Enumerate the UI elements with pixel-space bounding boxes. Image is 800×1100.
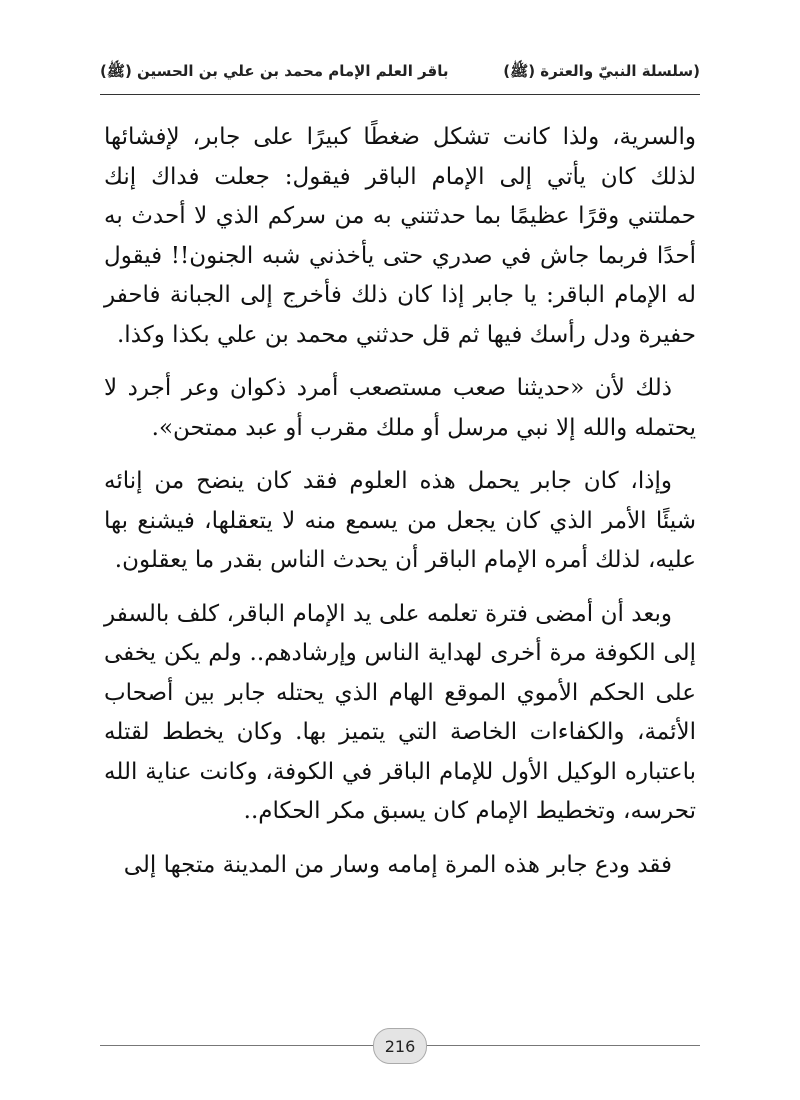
running-header bbox=[100, 58, 700, 88]
paragraph-4: وبعد أن أمضى فترة تعلمه على يد الإمام الباقر، كلف بالسفر إلى الكوفة مرة أخرى لهداية الناس وإرشادهم.. ولم يكن يخفى على الحكم الأموي الموقع الهام الذي يحتله جابر بين أصحاب الأئمة، والكفاءات الخاصة التي يتميز بها. وكان يخطط لقتله باعتباره الوكيل الأول للإمام الباقر في الكوفة، وكانت عناية الله تحرسه، وتخطيط الإمام كان يسبق مكر الحكام.. bbox=[104, 600, 696, 824]
page-footer bbox=[100, 1028, 700, 1064]
paragraph-1: والسرية، ولذا كانت تشكل ضغطًا كبيرًا على جابر، لإفشائها لذلك كان يأتي إلى الإمام الباقر فيقول: جعلت فداك إنك حملتني وقرًا عظيمًا بما حدثتني به من سركم الذي لا أحدث به أحدًا فربما جاش في صدري حتى يأخذني شبه الجنون!! فيقول له الإمام الباقر: يا جابر إذا كان ذلك فأخرج إلى الجبانة فاحفر حفيرة ودل رأسك فيها ثم قل حدثني محمد بن علي بكذا وكذا. bbox=[104, 124, 696, 348]
paragraph-2: ذلك لأن «حديثنا صعب مستصعب أمرد ذكوان وعر أجرد لا يحتمله والله إلا نبي مرسل أو ملك مقرب أو عبد ممتحن». bbox=[104, 375, 696, 441]
book-title: باقر العلم الإمام محمد بن علي بن الحسين (ﷺ) bbox=[100, 62, 449, 80]
paragraph-5: فقد ودع جابر هذه المرة إمامه وسار من المدينة متجها إلى bbox=[123, 851, 672, 878]
page-number-badge: 216 bbox=[373, 1028, 427, 1064]
series-title: (سلسلة النبيّ والعترة (ﷺ) bbox=[503, 62, 700, 80]
header-divider bbox=[100, 94, 700, 95]
page-body bbox=[104, 118, 696, 899]
paragraph-3: وإذا، كان جابر يحمل هذه العلوم فقد كان ينضح من إنائه شيئًا الأمر الذي كان يجعل من يسمع منه لا يتعقلها، فيشنع بها عليه، لذلك أمره الإمام الباقر أن يحدث الناس بقدر ما يعقلون. bbox=[104, 468, 696, 573]
